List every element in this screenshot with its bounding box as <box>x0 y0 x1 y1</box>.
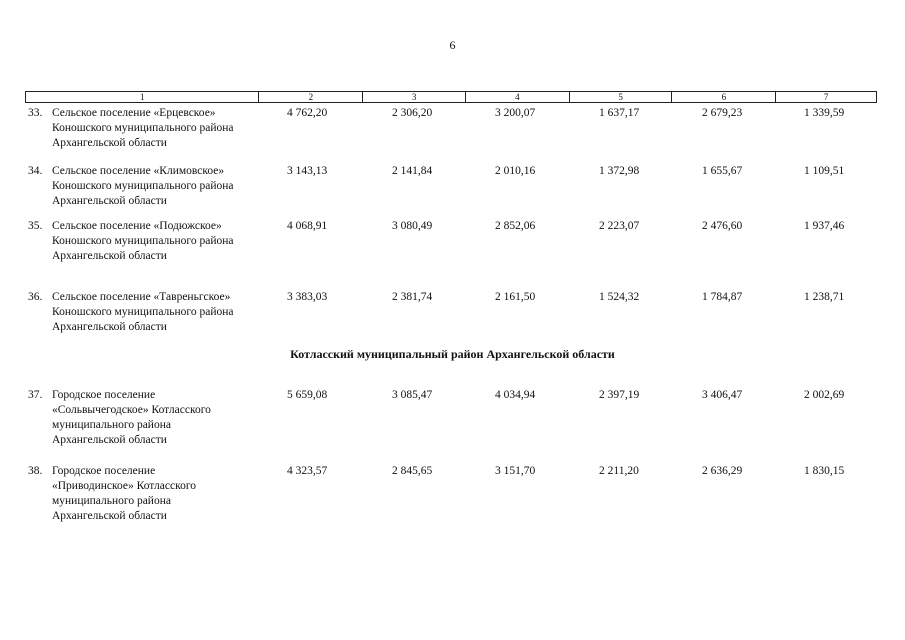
header-col-7: 7 <box>823 92 829 102</box>
cell-col-5: 2 397,19 <box>599 389 640 401</box>
header-col-3: 3 <box>363 92 466 102</box>
cell-col-5: 1 637,17 <box>599 107 640 119</box>
cell-col-6: 2 636,29 <box>702 465 743 477</box>
header-col-6: 6 <box>672 92 776 102</box>
row-name: Городское поселение «Приводинское» Котласского муниципального района Архангельской области <box>52 465 197 522</box>
row-number: 37. <box>28 389 43 401</box>
cell-col-3: 2 306,20 <box>392 107 433 119</box>
cell-col-6: 2 679,23 <box>702 107 743 119</box>
cell-col-4: 2 852,06 <box>495 220 536 232</box>
cell-col-6: 1 784,87 <box>702 291 743 303</box>
header-col-5: 5 <box>570 92 673 102</box>
section-title: Котласский муниципальный район Архангельской области <box>290 347 615 361</box>
cell-col-6: 1 655,67 <box>702 165 743 177</box>
cell-col-3: 3 085,47 <box>392 389 433 401</box>
row-name: Сельское поселение «Ерцевское» Коношского муниципального района Архангельской области <box>52 107 234 149</box>
row-number: 35. <box>28 220 43 232</box>
row-name: Сельское поселение «Подюжское» Коношского муниципального района Архангельской области <box>52 220 234 262</box>
cell-col-4: 4 034,94 <box>495 389 536 401</box>
cell-col-7: 1 109,51 <box>804 165 845 177</box>
header-col-1: 1 <box>26 92 259 102</box>
row-name: Сельское поселение «Климовское» Коношского муниципального района Архангельской области <box>52 165 234 207</box>
cell-col-2: 4 762,20 <box>287 107 328 119</box>
cell-col-2: 3 143,13 <box>287 165 328 177</box>
cell-col-5: 2 211,20 <box>599 465 639 477</box>
cell-col-7: 1 238,71 <box>804 291 845 303</box>
cell-col-3: 2 845,65 <box>392 465 433 477</box>
page-number: 6 <box>449 38 456 52</box>
cell-col-2: 3 383,03 <box>287 291 328 303</box>
cell-col-3: 2 141,84 <box>392 165 433 177</box>
cell-col-7: 1 937,46 <box>804 220 845 232</box>
cell-col-7: 1 830,15 <box>804 465 845 477</box>
cell-col-4: 3 151,70 <box>495 465 536 477</box>
row-name: Городское поселение «Сольвычегодское» Котласского муниципального района Архангельской области <box>52 389 211 446</box>
row-number: 36. <box>28 291 43 303</box>
cell-col-2: 4 323,57 <box>287 465 328 477</box>
cell-col-3: 3 080,49 <box>392 220 433 232</box>
row-number: 33. <box>28 107 43 119</box>
cell-col-3: 2 381,74 <box>392 291 433 303</box>
cell-col-7: 2 002,69 <box>804 389 845 401</box>
cell-col-4: 2 010,16 <box>495 165 536 177</box>
cell-col-6: 2 476,60 <box>702 220 743 232</box>
cell-col-5: 2 223,07 <box>599 220 640 232</box>
cell-col-7: 1 339,59 <box>804 107 845 119</box>
cell-col-2: 5 659,08 <box>287 389 328 401</box>
cell-col-4: 2 161,50 <box>495 291 536 303</box>
cell-col-5: 1 372,98 <box>599 165 640 177</box>
cell-col-4: 3 200,07 <box>495 107 536 119</box>
cell-col-5: 1 524,32 <box>599 291 640 303</box>
header-col-2: 2 <box>259 92 363 102</box>
row-name: Сельское поселение «Тавреньгское» Коношского муниципального района Архангельской области <box>52 291 234 333</box>
cell-col-2: 4 068,91 <box>287 220 328 232</box>
table-header <box>25 91 877 103</box>
row-number: 34. <box>28 165 43 177</box>
cell-col-6: 3 406,47 <box>702 389 743 401</box>
header-col-4: 4 <box>466 92 570 102</box>
row-number: 38. <box>28 465 43 477</box>
